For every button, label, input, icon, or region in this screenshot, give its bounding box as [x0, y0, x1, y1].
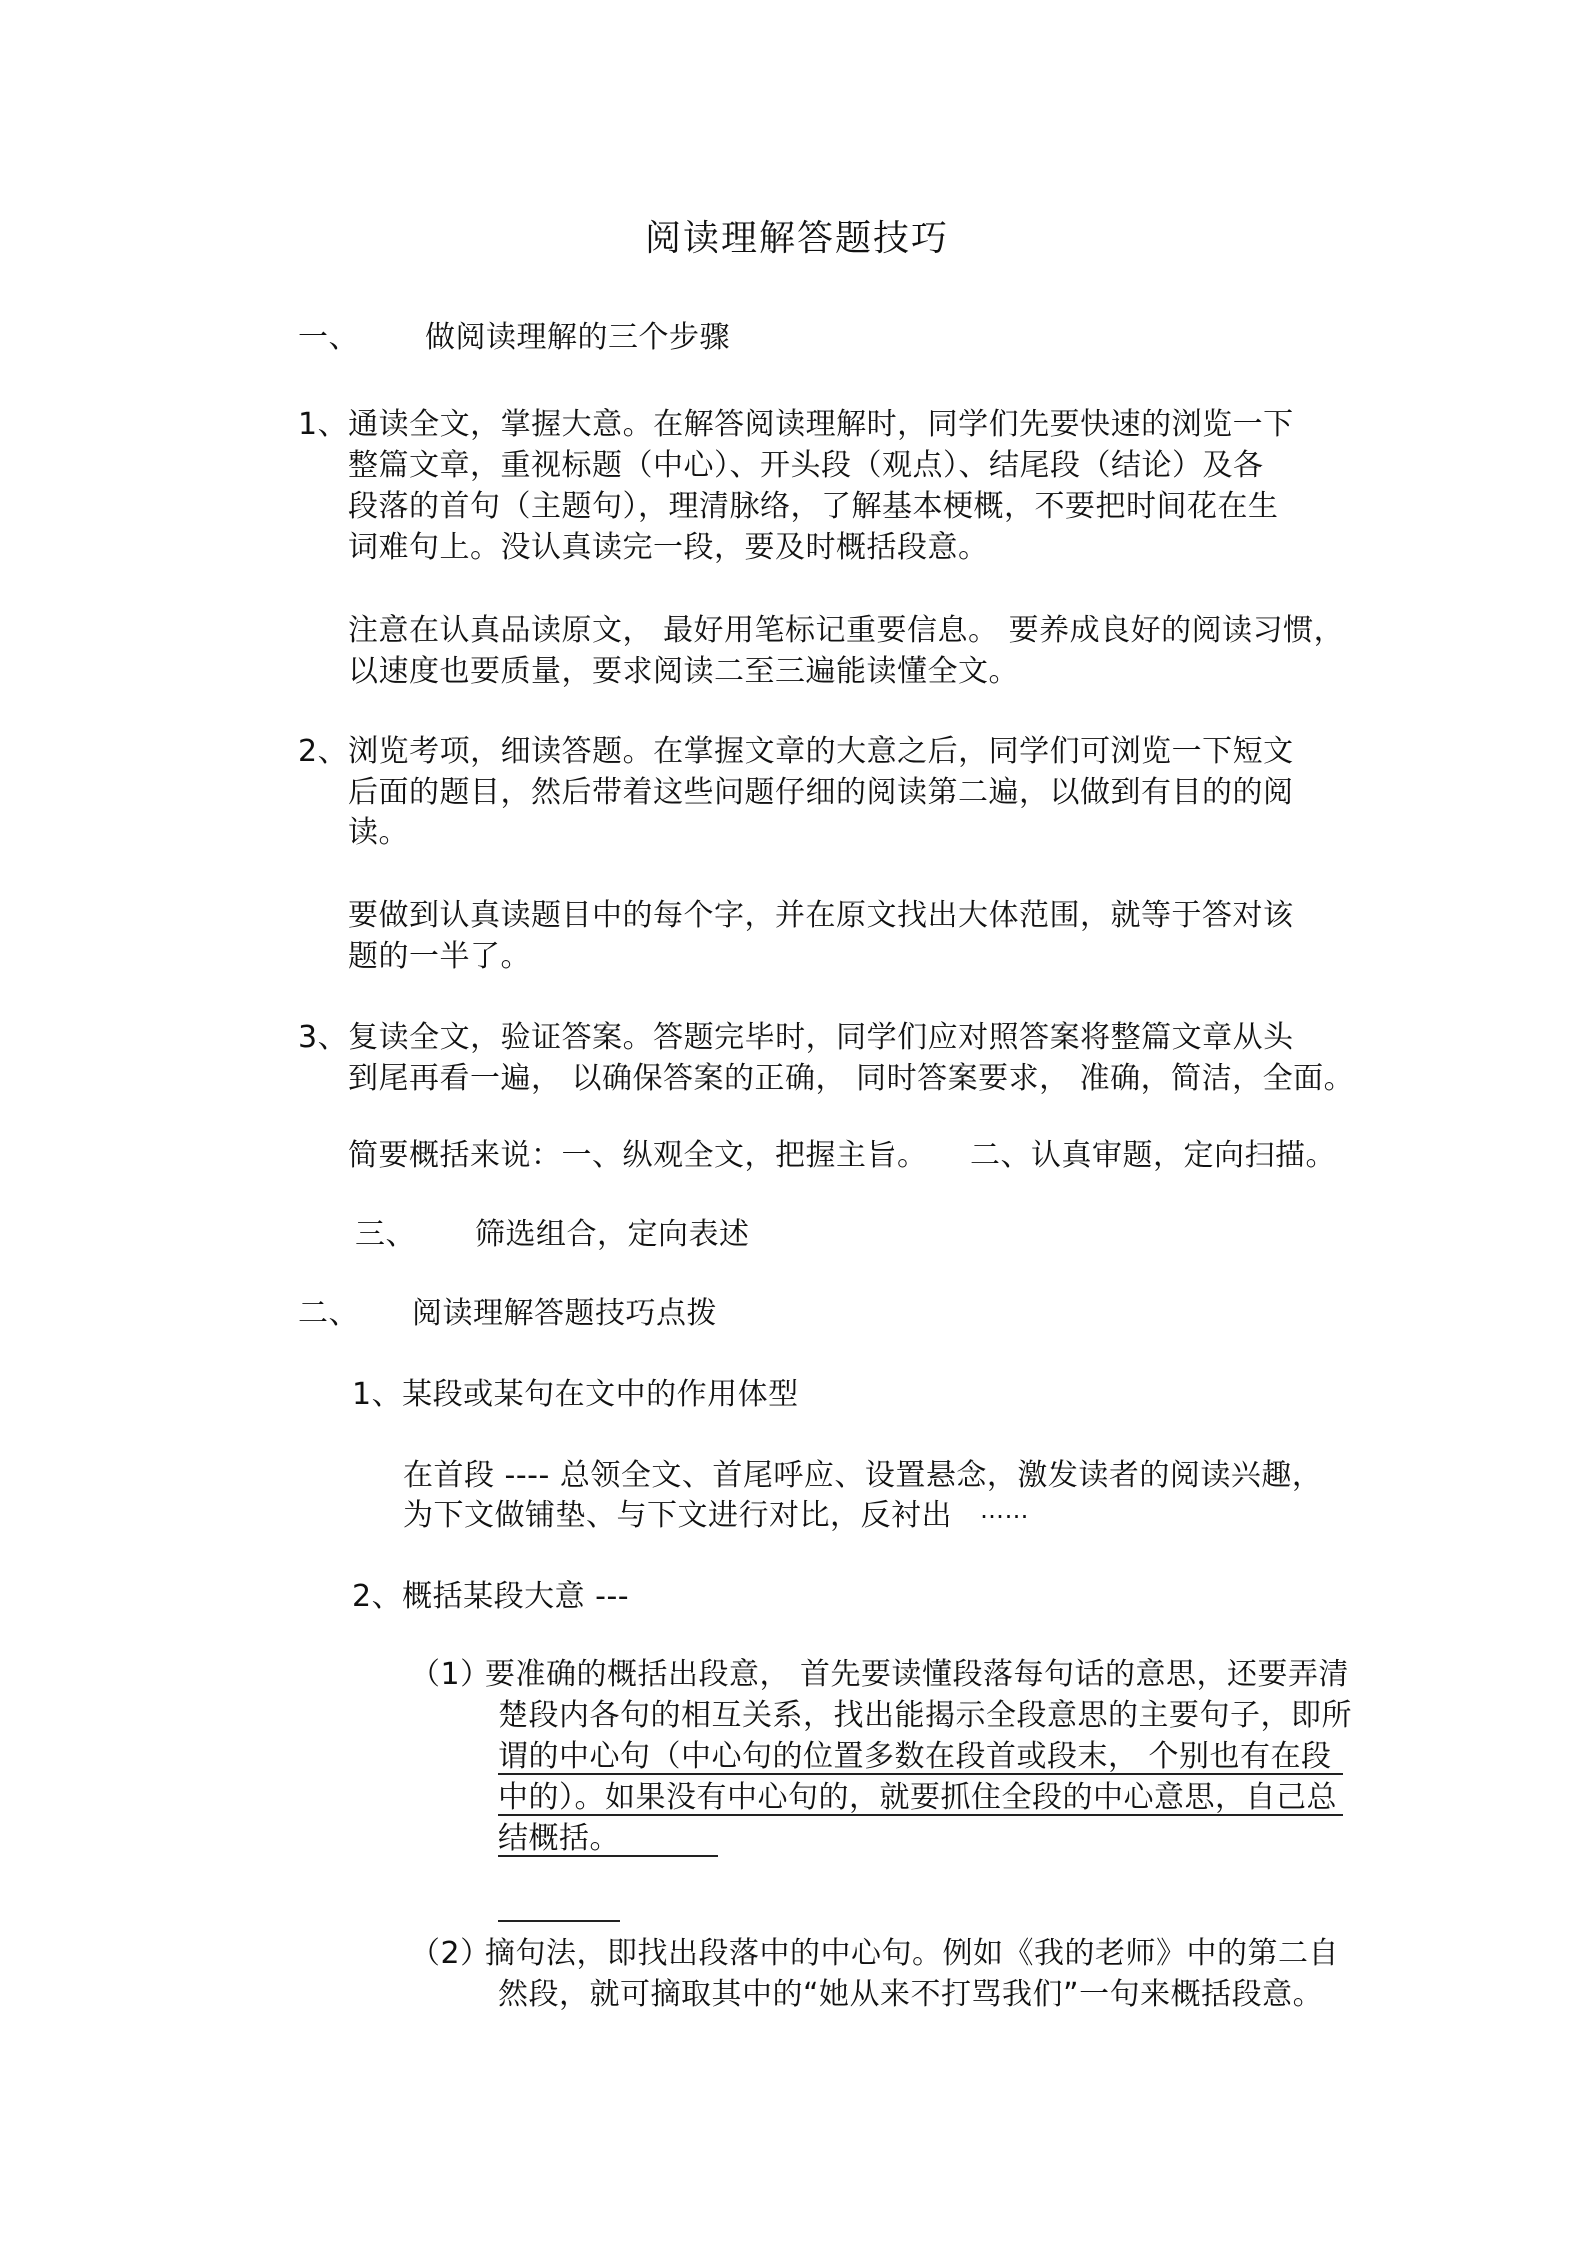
summary-part-1: 简要概括来说：一、纵观全文，把握主旨。 [348, 1138, 928, 1173]
tip-2-item-1-line: 谓的中心句（中心句的位置多数在段首或段末， 个别也有在段 [498, 1739, 1332, 1774]
section-2-heading: 阅读理解答题技巧点拨 [412, 1296, 717, 1331]
step-2-line: 后面的题目，然后带着这些问题仔细的阅读第二遍，以做到有目的的阅 [348, 775, 1294, 810]
step-1-line: 1、通读全文，掌握大意。在解答阅读理解时，同学们先要快速的浏览一下 [298, 407, 1294, 442]
underline [498, 1814, 1343, 1816]
step-1-note-line: 注意在认真品读原文， 最好用笔标记重要信息。 要养成良好的阅读习惯， [348, 613, 1345, 648]
section-1-number: 一、 [298, 320, 359, 355]
tip-1-line: 在首段 ---- 总领全文、首尾呼应、设置悬念，激发读者的阅读兴趣， [403, 1458, 1323, 1493]
underline [498, 1773, 1343, 1775]
tip-2-item-1-line: 要准确的概括出段意， 首先要读懂段落每句话的意思，还要弄清 [485, 1657, 1350, 1692]
tip-1-line: 为下文做铺垫、与下文进行对比，反衬出 [403, 1498, 952, 1533]
step-1-line: 词难句上。没认真读完一段，要及时概括段意。 [348, 530, 989, 565]
step-2-note-line: 题的一半了。 [348, 939, 531, 974]
tip-2-item-2-line: 然段，就可摘取其中的“她从来不打骂我们”一句来概括段意。 [498, 1977, 1324, 2012]
step-1-line: 段落的首句（主题句），理清脉络，了解基本梗概，不要把时间花在生 [348, 489, 1279, 524]
tip-2-item-1-line: 楚段内各句的相互关系，找出能揭示全段意思的主要句子，即所 [498, 1698, 1352, 1733]
page-title: 阅读理解答题技巧 [644, 218, 949, 259]
tip-2-heading: 2、概括某段大意 --- [352, 1579, 630, 1614]
summary-part-3-number: 三、 [355, 1217, 416, 1252]
step-1-note-line: 以速度也要质量，要求阅读二至三遍能读懂全文。 [348, 654, 1019, 689]
section-2-number: 二、 [298, 1296, 359, 1331]
tip-2-item-1-line: 中的）。如果没有中心句的，就要抓住全段的中心意思，自己总 [498, 1780, 1337, 1815]
step-2-line: 读。 [348, 815, 409, 850]
tip-1-ellipsis: …… [980, 1496, 1029, 1524]
tip-1-heading: 1、某段或某句在文中的作用体型 [352, 1377, 799, 1412]
step-2-note-line: 要做到认真读题目中的每个字，并在原文找出大体范围，就等于答对该 [348, 898, 1294, 933]
section-1-heading: 做阅读理解的三个步骤 [425, 320, 730, 355]
summary-part-3-text: 筛选组合，定向表述 [475, 1217, 750, 1252]
underline [498, 1920, 620, 1922]
step-1-line: 整篇文章，重视标题（中心）、开头段（观点）、结尾段（结论）及各 [348, 448, 1264, 483]
tip-2-item-2-number: （2） [410, 1936, 491, 1971]
step-2-line: 2、浏览考项，细读答题。在掌握文章的大意之后，同学们可浏览一下短文 [298, 734, 1294, 769]
step-3-line: 到尾再看一遍， 以确保答案的正确， 同时答案要求， 准确，简洁，全面。 [348, 1061, 1355, 1096]
tip-2-item-1-line: 结概括。 [498, 1821, 620, 1856]
underline [498, 1855, 718, 1857]
summary-part-2: 二、认真审题，定向扫描。 [970, 1138, 1336, 1173]
tip-2-item-2-line: 摘句法，即找出段落中的中心句。例如《我的老师》中的第二自 [485, 1936, 1339, 1971]
tip-2-item-1-number: （1） [410, 1657, 491, 1692]
step-3-line: 3、复读全文，验证答案。答题完毕时，同学们应对照答案将整篇文章从头 [298, 1020, 1294, 1055]
